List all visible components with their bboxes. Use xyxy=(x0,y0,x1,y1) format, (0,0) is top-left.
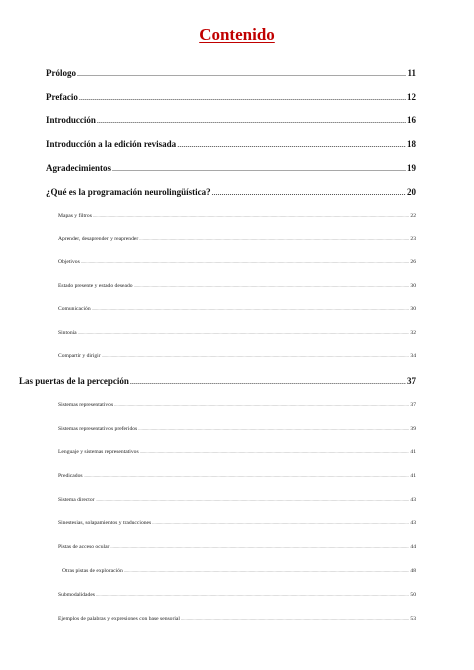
dot-leader xyxy=(112,164,406,173)
dot-leader xyxy=(93,213,410,218)
toc-entry-page: 26 xyxy=(410,259,416,265)
toc-entry-page: 30 xyxy=(410,306,416,312)
toc-entry-label: Sinestesias, solapamientos y traducciones xyxy=(58,520,152,526)
dot-leader xyxy=(124,568,410,573)
toc-entry-introduccion[interactable] xyxy=(46,115,416,125)
toc-subentry-comunicacion[interactable] xyxy=(58,306,416,312)
toc-entry-label: Otras pistas de exploración xyxy=(62,568,123,574)
toc-subentry-otras-pistas[interactable] xyxy=(62,568,416,574)
toc-entry-page: 44 xyxy=(410,544,416,550)
toc-entry-page: 20 xyxy=(407,187,416,197)
toc-entry-label: Las puertas de la percepción xyxy=(19,376,129,386)
dot-leader xyxy=(78,330,410,335)
toc-entry-label: Estado presente y estado deseado xyxy=(58,283,133,289)
toc-entry-page: 48 xyxy=(410,568,416,574)
toc-entry-page: 23 xyxy=(410,236,416,242)
dot-leader xyxy=(96,497,410,502)
toc-entry-page: 32 xyxy=(410,330,416,336)
toc-subentry-ejemplos-palabras[interactable] xyxy=(58,616,416,622)
toc-entry-label: Sistemas representativos xyxy=(58,402,114,408)
toc-entry-label: Compartir y dirigir xyxy=(58,353,101,359)
toc-entry-page: 43 xyxy=(410,520,416,526)
toc-entry-page: 19 xyxy=(407,163,416,173)
dot-leader xyxy=(77,69,406,78)
toc-entry-page: 12 xyxy=(407,92,416,102)
toc-entry-page: 50 xyxy=(410,592,416,598)
toc-entry-label: Introducción a la edición revisada xyxy=(46,139,177,149)
dot-leader xyxy=(81,259,410,264)
toc-entry-page: 39 xyxy=(410,426,416,432)
toc-entry-page: 22 xyxy=(410,213,416,219)
toc-entry-label: Ejemplos de palabras y expresiones con base sensorial xyxy=(58,616,180,622)
toc-entry-page: 30 xyxy=(410,283,416,289)
toc-subentry-sintonia[interactable] xyxy=(58,330,416,336)
toc-entry-page: 53 xyxy=(410,616,416,622)
toc-entry-que-es-pnl[interactable] xyxy=(46,187,416,197)
toc-subentry-submodalidades[interactable] xyxy=(58,592,416,598)
dot-leader xyxy=(152,520,409,525)
page-title: Contenido xyxy=(199,25,275,44)
dot-leader xyxy=(139,236,409,241)
toc-entry-prologo[interactable] xyxy=(46,68,416,78)
toc-subentry-estado-presente[interactable] xyxy=(58,283,416,289)
toc-subentry-objetivos[interactable] xyxy=(58,259,416,265)
dot-leader xyxy=(138,426,409,431)
dot-leader xyxy=(102,353,410,358)
toc-entry-introduccion-edicion-revisada[interactable] xyxy=(46,139,416,149)
toc-entry-label: Sistemas representativos preferidos xyxy=(58,426,138,432)
toc-subentry-sistemas-representativos[interactable] xyxy=(58,402,416,408)
toc-entry-label: Predicados xyxy=(58,473,83,479)
dot-leader xyxy=(134,283,410,288)
toc-entry-label: Agradecimientos xyxy=(46,163,111,173)
dot-leader xyxy=(212,188,406,197)
toc-subentry-aprender[interactable] xyxy=(58,236,416,242)
toc-entry-label: ¿Qué es la programación neurolingüística? xyxy=(46,187,211,197)
toc-entry-page: 41 xyxy=(410,473,416,479)
dot-leader xyxy=(84,473,410,478)
toc-subentry-sistemas-preferidos[interactable] xyxy=(58,426,416,432)
dot-leader xyxy=(92,306,410,311)
toc-entry-label: Sistema director xyxy=(58,497,95,503)
dot-leader xyxy=(130,377,406,386)
dot-leader xyxy=(110,544,409,549)
toc-entry-page: 41 xyxy=(410,449,416,455)
toc-entry-puertas-percepcion[interactable] xyxy=(19,376,416,386)
toc-entry-page: 43 xyxy=(410,497,416,503)
toc-entry-label: Mapas y filtros xyxy=(58,213,92,219)
dot-leader xyxy=(181,616,409,621)
toc-subentry-lenguaje[interactable] xyxy=(58,449,416,455)
dot-leader xyxy=(96,592,409,597)
toc-entry-page: 37 xyxy=(410,402,416,408)
toc-entry-page: 34 xyxy=(410,353,416,359)
toc-entry-label: Aprender, desaprender y reaprender xyxy=(58,236,139,242)
toc-subentry-sinestesias[interactable] xyxy=(58,520,416,526)
dot-leader xyxy=(114,402,409,407)
dot-leader xyxy=(97,116,406,125)
toc-entry-label: Prefacio xyxy=(46,92,78,102)
toc-subentry-mapas-y-filtros[interactable] xyxy=(58,213,416,219)
toc-entry-page: 16 xyxy=(407,115,416,125)
toc-subentry-predicados[interactable] xyxy=(58,473,416,479)
toc-entry-label: Pistas de acceso ocular xyxy=(58,544,110,550)
toc-entry-label: Objetivos xyxy=(58,259,80,265)
toc-entry-label: Comunicación xyxy=(58,306,91,312)
toc-subentry-pistas-acceso-ocular[interactable] xyxy=(58,544,416,550)
dot-leader xyxy=(79,93,406,102)
toc-subentry-sistema-director[interactable] xyxy=(58,497,416,503)
toc-entry-label: Sintonía xyxy=(58,330,77,336)
toc-entry-page: 11 xyxy=(407,68,416,78)
dot-leader xyxy=(177,140,406,149)
toc-entry-agradecimientos[interactable] xyxy=(46,163,416,173)
toc-entry-prefacio[interactable] xyxy=(46,92,416,102)
toc-subentry-compartir-y-dirigir[interactable] xyxy=(58,353,416,359)
toc-entry-label: Introducción xyxy=(46,115,96,125)
toc-entry-label: Lenguaje y sistemas representativos xyxy=(58,449,139,455)
toc-entry-page: 37 xyxy=(407,376,416,386)
toc-entry-label: Submodalidades xyxy=(58,592,95,598)
toc-entry-page: 18 xyxy=(407,139,416,149)
dot-leader xyxy=(140,449,410,454)
toc-entry-label: Prólogo xyxy=(46,68,76,78)
